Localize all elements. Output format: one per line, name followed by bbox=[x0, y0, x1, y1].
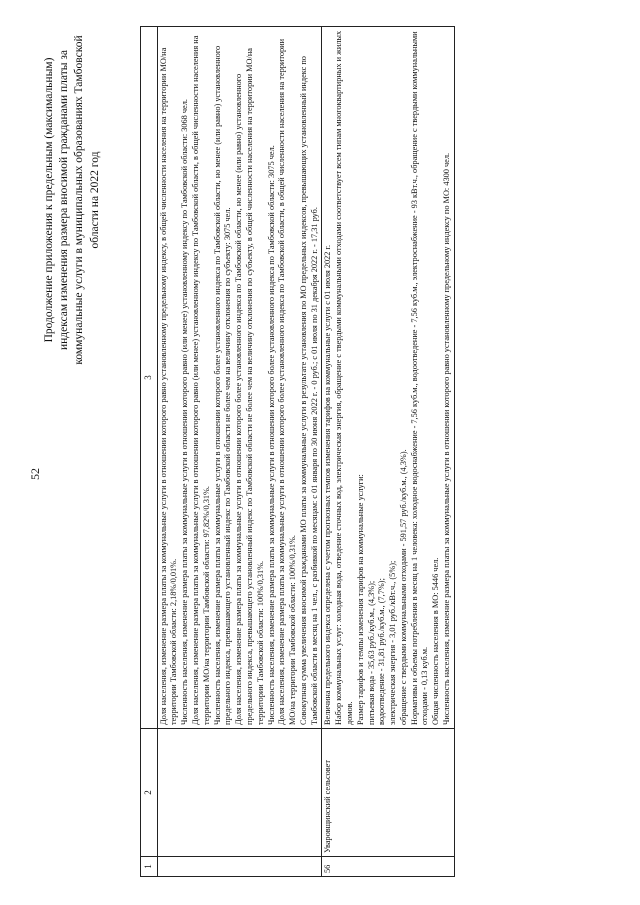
description-line: водоотведение - 31,81 руб./куб.м., (7,7%); bbox=[377, 578, 387, 725]
row-description bbox=[322, 27, 454, 729]
header-col-1: 1 bbox=[141, 857, 158, 877]
description-line: Доля населения, изменение размера платы за коммунальные услуги в отношении которого равно (или менее) установленному индексу по Тамбовской области, в общей численности населения на территории МО/на территории Тамбовской области: 97,82%/0,31%. bbox=[191, 35, 211, 725]
description-line: обращение с твердыми коммунальными отходами - 591,57 руб./куб.м., (4,3%). bbox=[398, 449, 408, 725]
description-line: Доля населения, изменение размера платы за коммунальные услуги в отношении которого равно установленному предельному индексу, в общей численности населения на территории МО/на территории Тамбовской области: 2,18%/0,01%. bbox=[158, 47, 179, 725]
appendix-caption: Продолжение приложения к предельным (максимальным) индексам изменения размера вносимой гражданами платы за коммунальные услуги в муниципальных образованиях Тамбовской области на 2022 год bbox=[43, 35, 101, 365]
page-number: 52 bbox=[28, 468, 42, 480]
municipality-name: Уваровщинский сельсовет bbox=[322, 729, 454, 857]
header-col-3: 3 bbox=[141, 27, 158, 729]
description-line: Нормативы и объемы потребления в месяц на 1 человека: холодное водоснабжение - 7,56 куб.м., водоотведение - 7,56 куб.м., электроснабжение - 93 кВт.ч., обращение с твердыми коммунальными отходами - 0,13 куб.м. bbox=[409, 31, 430, 725]
row-number: 56 bbox=[322, 857, 454, 877]
description-line: Численность населения, изменение размера платы за коммунальные услуги в отношении которого более установленного индекса по Тамбовской области, но менее (или равно) установленного предельного индекса, превышающего установленный индекс по Тамбовской области не более чем на величину отклонения по субъекту: 3075 чел. bbox=[212, 45, 233, 725]
description-line: Общая численность населения в МО: 5446 чел. bbox=[431, 557, 441, 725]
description-line: Совокупная сумма увеличения вносимой гражданами МО платы за коммунальные услуги в результате установления по МО предельных индексов, превышающих установленный индекс по Тамбовской области в месяц на 1 чел., с разбивкой по месяцам: с 01 января по 30 июня 2022 г. - 0 руб.; с 01 июля по 31 декабря 2022 г. - 17,31 руб. bbox=[298, 56, 319, 725]
description-line: питьевая вода - 35,63 руб./куб.м., (4,3%); bbox=[366, 580, 376, 725]
description-line: Доля населения, изменение размера платы за коммунальные услуги в отношении которого более установленного индекса по Тамбовской области, в общей численности населения на территории МО/на территории Тамбовской области: 100%/0,31%. bbox=[277, 38, 298, 725]
municipality-name bbox=[157, 729, 322, 857]
header-col-2: 2 bbox=[141, 729, 158, 857]
description-line: Численность населения, изменение размера платы за коммунальные услуги в отношении которого равно установленному предельному индексу по МО: 4300 чел. bbox=[442, 152, 451, 725]
description-line: электрическая энергия - 3,01 руб./кВт.ч., (5%); bbox=[388, 560, 398, 725]
description-line: Численность населения, изменение размера платы за коммунальные услуги в отношении которого равно (или менее) установленному индексу по Тамбовской области: 3068 чел. bbox=[180, 99, 190, 725]
description-line: Численность населения, изменение размера платы за коммунальные услуги в отношении которого более установленного индекса по Тамбовской области: 3075 чел. bbox=[266, 145, 276, 725]
table-header-row bbox=[141, 27, 158, 877]
row-description bbox=[157, 27, 322, 729]
description-line: Величина предельного индекса определена с учетом прогнозных темпов изменения тарифов на коммунальные услуги с 01 июля 2022 г. bbox=[323, 244, 333, 725]
index-table bbox=[140, 26, 455, 877]
table-row bbox=[157, 27, 322, 877]
description-line: Размер тарифов и темпы изменения тарифов на коммунальные услуги: bbox=[355, 474, 365, 725]
description-line: Набор коммунальных услуг: холодная вода, отведение сточных вод, электрическая энергия, обращение с твердыми коммунальными отходами соответствует всем типам многоквартирных и жилых домов. bbox=[334, 30, 354, 725]
table-row bbox=[322, 27, 454, 877]
description-line: Доля населения, изменение размера платы за коммунальные услуги в отношении которого более установленного индекса по Тамбовской области, но менее (или равно) установленного предельного индекса, превышающего установленный индекс по Тамбовской области не более чем на величину отклонения по субъекту, в общей численности населения на территории МО/на территории Тамбовской области: 100%/0,31%. bbox=[234, 48, 265, 725]
row-number bbox=[157, 857, 322, 877]
